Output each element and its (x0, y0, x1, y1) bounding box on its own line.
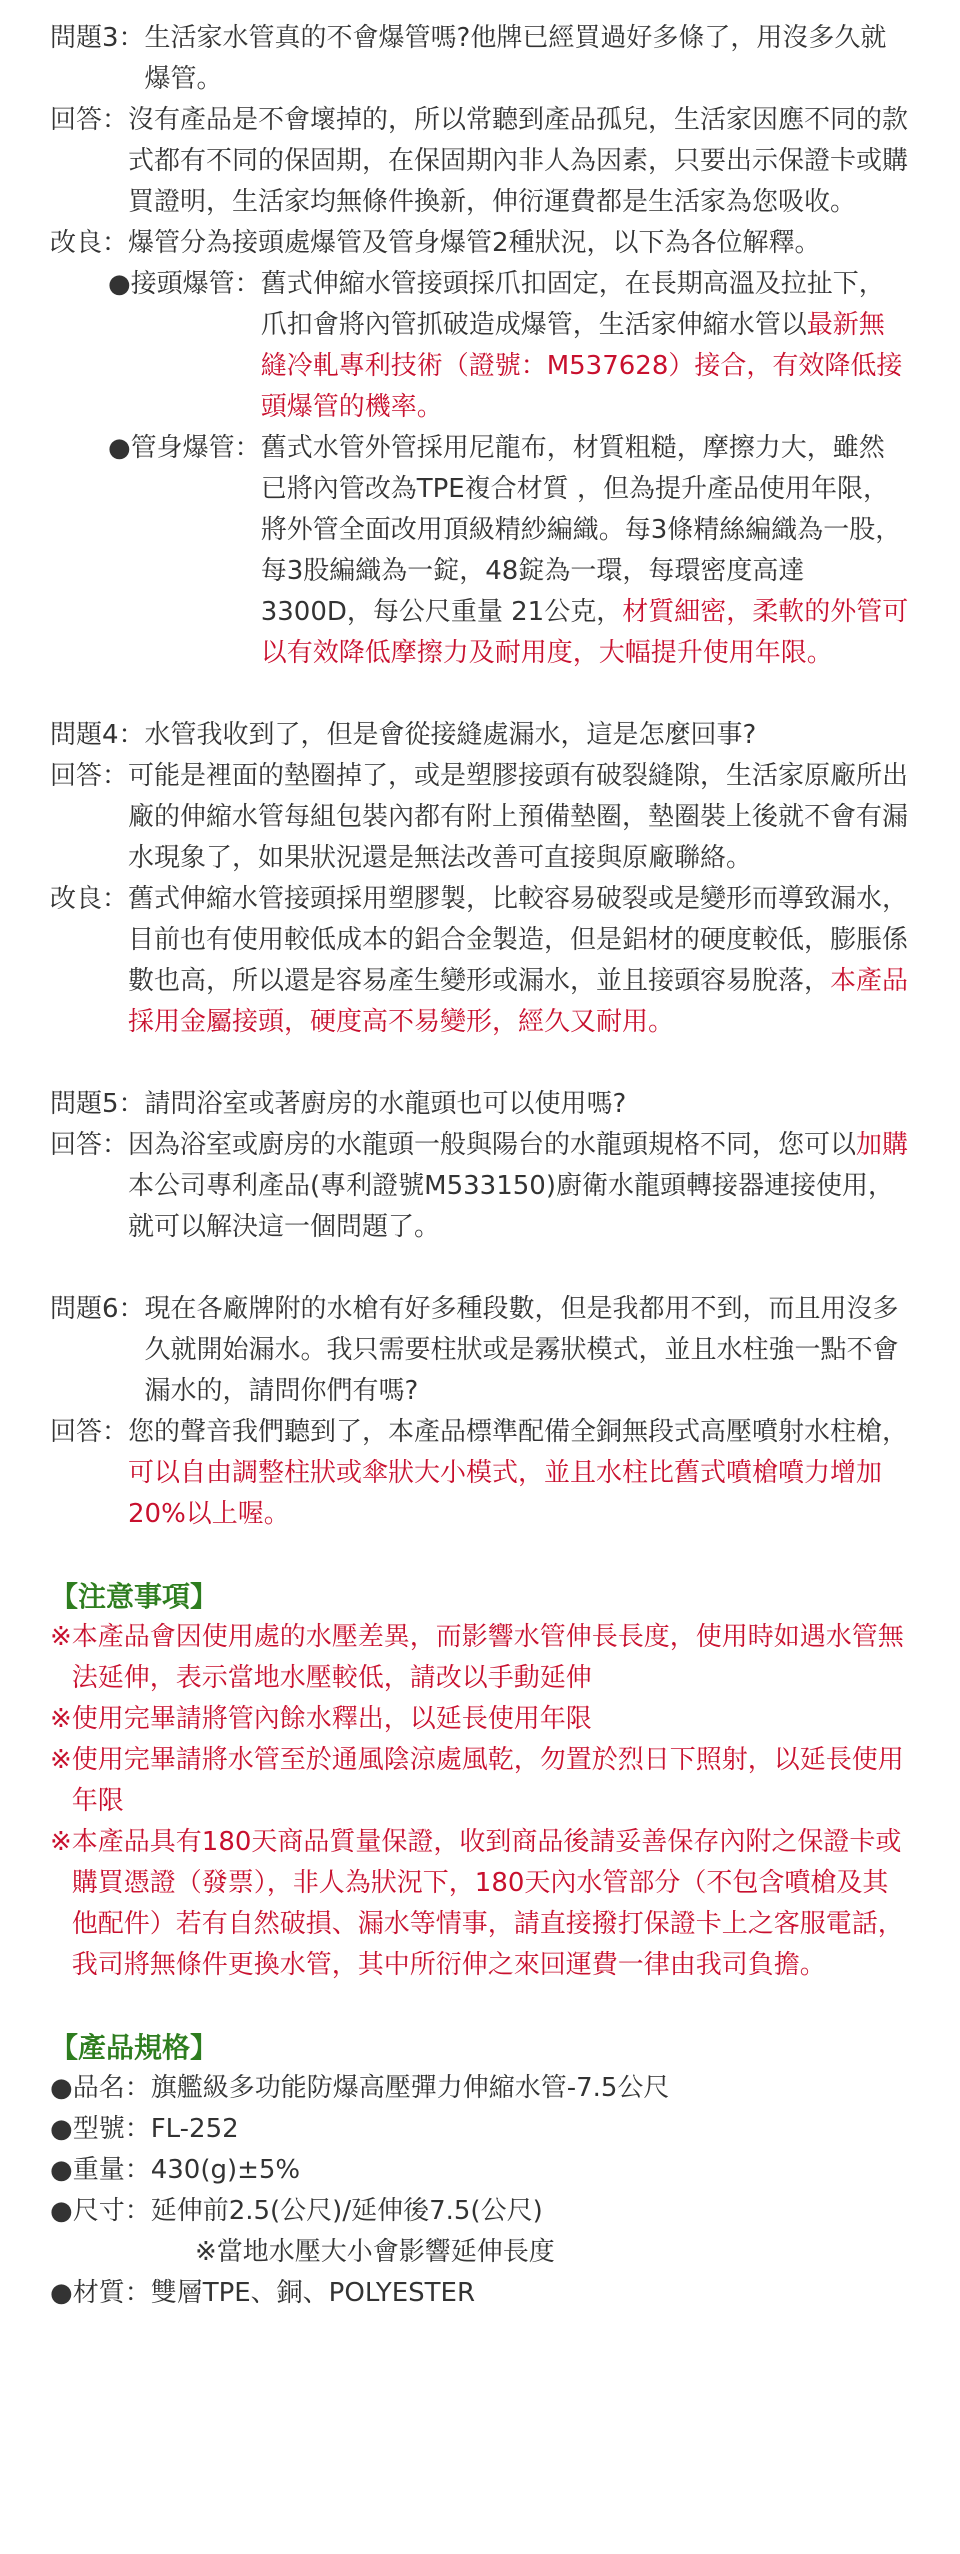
improvement-body: 舊式伸縮水管接頭採用塑膠製，比較容易破裂或是變形而導致漏水，目前也有使用較低成本的鋁合金製造，但是鋁材的硬度較低，膨脹係數也高，所以還是容易產生變形或漏水，並且接頭容易脫落， (128, 884, 909, 996)
question-label: 問題3： (50, 23, 145, 53)
bullet-label: ●管身爆管： (108, 433, 261, 463)
answer-body: 因為浴室或廚房的水龍頭一般與陽台的水龍頭規格不同，您可以 (128, 1130, 857, 1160)
note-mark: ※ (50, 1827, 72, 1857)
question-5 (50, 1084, 910, 1125)
highlight-text: 可以自由調整柱狀或傘狀大小模式，並且水柱比舊式噴槍噴力增加20%以上喔。 (128, 1458, 883, 1529)
note-mark: ※ (50, 1745, 72, 1775)
answer-5 (50, 1125, 910, 1248)
bullet-dot: ● (50, 2073, 73, 2103)
question-text: 現在各廠牌附的水槍有好多種段數，但是我都用不到，而且用沒多久就開始漏水。我只需要柱狀或是霧狀模式，並且水柱強一點不會漏水的，請問你們有嗎? (144, 1294, 899, 1406)
answer-6 (50, 1412, 910, 1535)
note-item (50, 1699, 910, 1740)
question-label: 問題5： (50, 1089, 145, 1119)
notes-title: 【注意事項】 (50, 1580, 219, 1613)
spec-item (50, 2273, 910, 2314)
bullet-dot: ● (50, 2196, 73, 2226)
improvement-text (128, 879, 910, 1043)
answer-text (128, 1412, 910, 1535)
note-text: 本產品具有180天商品質量保證，收到商品後請妥善保存內附之保證卡或購買憑證（發票），非人為狀況下，180天內水管部分（不包含噴槍及其他配件）若有自然破損、漏水等情事，請直接撥打保證卡上之客服電話，我司將無條件更換水管，其中所衍伸之來回運費一律由我司負擔。 (71, 1827, 904, 1980)
note-mark: ※ (50, 1622, 72, 1652)
spec-text: 尺寸：延伸前2.5(公尺)/延伸後7.5(公尺) (72, 2196, 543, 2226)
note-text: 本產品會因使用處的水壓差異，而影響水管伸長長度，使用時如遇水管無法延伸，表示當地水壓較低，請改以手動延伸 (71, 1622, 904, 1693)
improvement-label: 改良： (50, 228, 129, 258)
bullet-dot: ● (50, 2114, 73, 2144)
answer-label: 回答： (50, 1130, 129, 1160)
question-text: 請問浴室或著廚房的水龍頭也可以使用嗎? (144, 1089, 627, 1119)
question-text: 生活家水管真的不會爆管嗎?他牌已經買過好多條了，用沒多久就爆管。 (144, 23, 887, 94)
answer-4 (50, 756, 910, 879)
answer-text: 沒有產品是不會壞掉的，所以常聽到產品孤兒，生活家因應不同的款式都有不同的保固期，在保固期內非人為因素，只要出示保證卡或購買證明，生活家均無條件換新，伸衍運費都是生活家為您吸收。 (128, 105, 909, 217)
bullet-body-burst (50, 428, 910, 674)
question-6 (50, 1289, 910, 1412)
spec-item (50, 2191, 910, 2232)
question-text: 水管我收到了，但是會從接縫處漏水，這是怎麼回事? (144, 720, 757, 750)
question-label: 問題4： (50, 720, 145, 750)
answer-3 (50, 100, 910, 223)
bullet-text (261, 264, 910, 428)
question-3 (50, 18, 910, 100)
answer-text: 可能是裡面的墊圈掉了，或是塑膠接頭有破裂縫隙，生活家原廠所出廠的伸縮水管每組包裝內都有附上預備墊圈，墊圈裝上後就不會有漏水現象了，如果狀況還是無法改善可直接與原廠聯絡。 (128, 761, 909, 873)
spec-text: 型號：FL-252 (72, 2114, 239, 2144)
improvement-3 (50, 223, 910, 264)
note-text: 使用完畢請將水管至於通風陰涼處風乾，勿置於烈日下照射，以延長使用年限 (71, 1745, 904, 1816)
improvement-label: 改良： (50, 884, 129, 914)
spec-size-note: ※當地水壓大小會影響延伸長度 (195, 2237, 555, 2267)
bullet-body: 舊式水管外管採用尼龍布，材質粗糙，摩擦力大，雖然已將內管改為TPE複合材質 ，但為提升產品使用年限，將外管全面改用頂級精紗編織。每3條精絲編織為一股，每3股編織為一錠，48錠為一環，每環密度高達 3300D，每公尺重量 21公克， (260, 433, 902, 627)
spec-text: 品名：旗艦級多功能防爆高壓彈力伸縮水管-7.5公尺 (72, 2073, 670, 2103)
improvement-text: 爆管分為接頭處爆管及管身爆管2種狀況，以下為各位解釋。 (128, 228, 821, 258)
highlight-text: 加購 (856, 1130, 909, 1160)
answer-body: 您的聲音我們聽到了，本產品標準配備全銅無段式高壓噴射水柱槍， (128, 1417, 909, 1447)
answer-label: 回答： (50, 1417, 129, 1447)
spec-text: 材質：雙層TPE、銅、POLYESTER (72, 2278, 476, 2308)
bullet-body: 舊式伸縮水管接頭採爪扣固定，在長期高溫及拉扯下，爪扣會將內管抓破造成爆管，生活家伸縮水管以 (260, 269, 885, 340)
note-item (50, 1822, 910, 1986)
spec-item (50, 2150, 910, 2191)
answer-label: 回答： (50, 761, 129, 791)
answer-body-2: 本公司專利產品(專利證號M533150)廚衛水龍頭轉接器連接使用，就可以解決這一個問題了。 (128, 1171, 894, 1242)
note-item (50, 1740, 910, 1822)
bullet-dot: ● (50, 2278, 73, 2308)
note-text: 使用完畢請將管內餘水釋出，以延長使用年限 (71, 1704, 592, 1734)
question-4 (50, 715, 910, 756)
highlight-text: 本產品採用金屬接頭，硬度高不易變形，經久又耐用。 (128, 966, 909, 1037)
note-mark: ※ (50, 1704, 72, 1734)
bullet-dot: ● (50, 2155, 73, 2185)
bullet-label: ●接頭爆管： (108, 269, 261, 299)
highlight-text: 材質細密，柔軟的外管可以有效降低摩擦力及耐用度，大幅提升使用年限。 (260, 597, 909, 668)
note-item (50, 1617, 910, 1699)
highlight-text: 最新無縫冷軋專利技術（證號：M537628）接合，有效降低接頭爆管的機率。 (260, 310, 903, 422)
specs-list (50, 2068, 910, 2314)
spec-text: 重量：430(g)±5% (72, 2155, 301, 2185)
question-label: 問題6： (50, 1294, 145, 1324)
spec-item (50, 2109, 910, 2150)
notes-list (50, 1617, 910, 1986)
bullet-joint-burst (50, 264, 910, 428)
answer-label: 回答： (50, 105, 129, 135)
specs-title: 【產品規格】 (50, 2031, 219, 2064)
spec-item (50, 2068, 910, 2109)
answer-text (128, 1125, 910, 1248)
improvement-4 (50, 879, 910, 1043)
bullet-text (261, 428, 910, 674)
